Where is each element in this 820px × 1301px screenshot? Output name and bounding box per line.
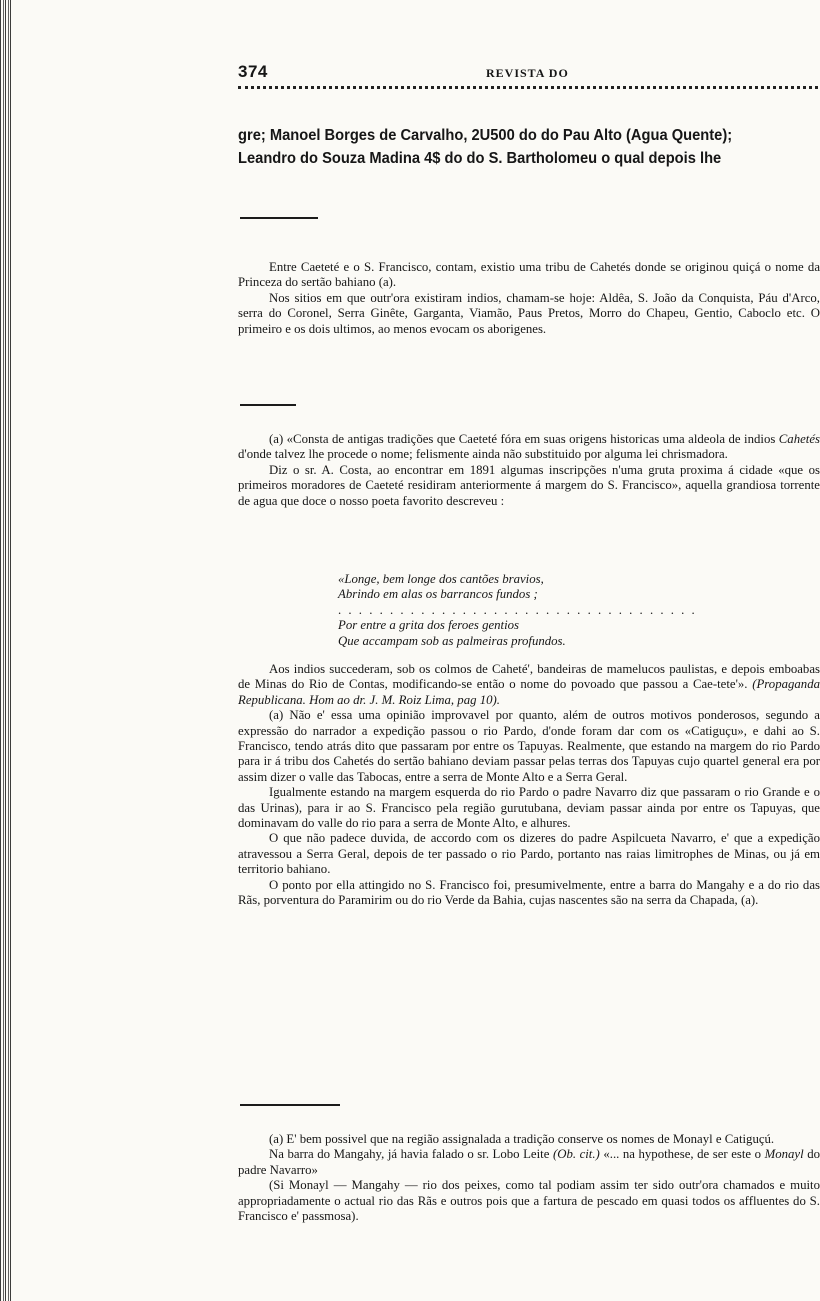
footnote-paragraph: (a) «Consta de antigas tradições que Caeteté fóra em suas origens historicas uma aldeola de indios Cahetés d'onde talvez lhe procede o nome; felismente ainda não substituido por alguma lei chrismadora.: [238, 432, 820, 462]
section-rule-1: [240, 217, 318, 219]
page-number: 374: [238, 62, 268, 81]
carryover-line-1: gre; Manoel Borges de Carvalho, 2U500 do do Pau Alto (Agua Quente);: [238, 127, 733, 144]
footnote-a-part-2: [238, 662, 820, 909]
header-rule: [238, 86, 818, 89]
verse-line: Abrindo em alas os barrancos fundos ;: [338, 587, 538, 602]
footnote-a-part-1: [238, 432, 820, 509]
footnote-paragraph: O ponto por ella attingido no S. Francisco foi, presumivelmente, entre a barra do Mangahy e a do rio das Rãs, porventura do Paramirim ou do rio Verde da Bahia, cujas nascentes são na serra da Chapada, (a).: [238, 877, 820, 908]
verse-line: Que accampam sob as palmeiras profundos.: [338, 633, 566, 648]
footnote-paragraph: Na barra do Mangahy, já havia falado o sr. Lobo Leite (Ob. cit.) «... na hypothese, de ser este o Monayl do padre Navarro»: [238, 1147, 820, 1177]
main-text: [238, 260, 820, 337]
footnote-rule-2: [240, 1104, 340, 1106]
book-binding-edge: [0, 0, 13, 1301]
footnote-paragraph: (Si Monayl — Mangahy — rio dos peixes, como tal podiam assim ter sido outr'ora chamados e muito appropriadamente o actual rio das Rãs e outros pois que a fartura de pescado em quasi todos os affluentes do S. Francisco e' passmosa).: [238, 1178, 820, 1224]
running-head: REVISTA DO: [486, 66, 569, 80]
footnote-paragraph: O que não padece duvida, de accordo com os dizeres do padre Aspilcueta Navarro, e' que a expedição atravessou a Serra Geral, depois de ter passado o rio Pardo, portanto nas raias limitrophes de Minas, ou já em territorio bahiano.: [238, 831, 820, 877]
footnote-paragraph: Aos indios succederam, sob os colmos de Caheté', bandeiras de mamelucos paulistas, e depois emboabas de Minas do Rio de Contas, modificando-se então o nome do povoado que passou a Cae-tete'». (Propaganda Republicana. Hom ao dr. J. M. Roiz Lima, pag 10).: [238, 662, 820, 707]
footnote-paragraph: Igualmente estando na margem esquerda do rio Pardo o padre Navarro diz que passaram o rio Grande e o das Urinas), para ir ao S. Francisco pela região gurutubana, deviam passar ainda por entre os Tapuyas, que dominavam do valle do rio para a serra de Monte Alto, e alhures.: [238, 785, 820, 831]
verse-line: Por entre a grita dos feroes gentios: [338, 618, 520, 633]
footnote-b: [238, 1132, 820, 1224]
verse-ellipsis: . . . . . . . . . . . . . . . . . . . . . . . . . . . . . . . . . . .: [338, 602, 697, 617]
carryover-line-2: Leandro do Souza Madina 4$ do do S. Bartholomeu o qual depois lhe: [238, 150, 722, 167]
verse-quote: [338, 572, 738, 649]
footnote-paragraph: (a) Não e' essa uma opinião improvavel por quanto, além de outros motivos ponderosos, segundo a expressão do narrador a expedição passou o rio Pardo, d'onde foram dar com os «Catiguçu», e dahi ao S. Francisco, tendo atrás dito que passaram por entre os Tapuyas. Realmente, que estando na margem do rio Pardo para ir á tribu dos Cahetés do sertão bahiano deviam passar pelas terras dos Tapuyas cujo quartel general era por assim dizer o valle das Tabocas, entre a serra de Monte Alto e a Serra Geral.: [238, 708, 820, 784]
footnote-paragraph: (a) E' bem possivel que na região assignalada a tradição conserve os nomes de Monayl e Catiguçú.: [269, 1132, 775, 1146]
carryover-text: [238, 124, 779, 170]
paragraph: Nos sitios em que outr'ora existiram indios, chamam-se hoje: Aldêa, S. João da Conquista, Páu d'Arco, serra do Coronel, Serra Ginête, Garganta, Viamão, Paus Pretos, Morro do Chapeu, Gentio, Caboclo etc. O primeiro e os dois ultimos, ao menos evocam os aborigenes.: [238, 290, 820, 336]
paragraph: Entre Caeteté e o S. Francisco, contam, existio uma tribu de Cahetés donde se originou quiçá o nome da Princeza do sertão bahiano (a).: [238, 260, 820, 290]
footnote-rule-1: [240, 404, 296, 406]
page-header: [238, 62, 818, 90]
verse-line: «Longe, bem longe dos cantões bravios,: [338, 572, 544, 586]
footnote-paragraph: Diz o sr. A. Costa, ao encontrar em 1891 algumas inscripções n'uma gruta proxima á cidade «que os primeiros moradores de Caeteté residiram anteriormente á margem do S. Francisco», aquella grandiosa torrente de agua que doce o nosso poeta favorito descreveu :: [238, 462, 820, 508]
